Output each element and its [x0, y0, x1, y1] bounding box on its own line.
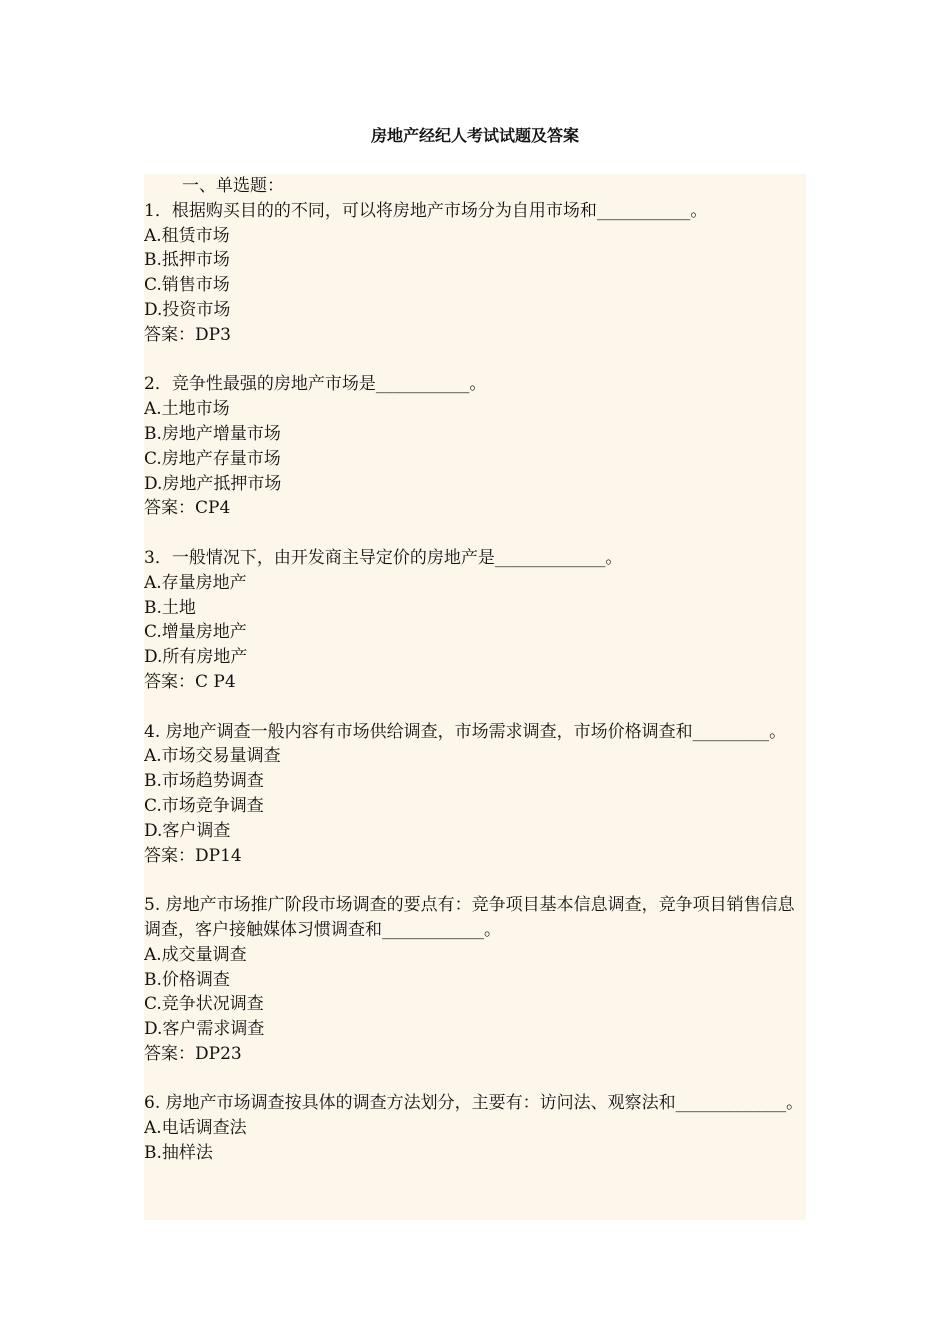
option-d: D.投资市场 [144, 299, 231, 320]
option-a: A.市场交易量调查 [144, 746, 281, 767]
question-stem: 1．根据购买目的的不同，可以将房地产市场分为自用市场和___________。 [144, 200, 708, 221]
option-a: A.电话调查法 [144, 1118, 247, 1139]
question-4 [144, 720, 806, 894]
answer: 答案：DP14 [144, 845, 242, 866]
question-stem: 6. 房地产市场调查按具体的调查方法划分，主要有：访问法、观察法和_____________。 [144, 1093, 804, 1114]
option-d: D.客户调查 [144, 820, 231, 841]
option-c: C.增量房地产 [144, 622, 247, 643]
option-b: B.房地产增量市场 [144, 423, 281, 444]
option-a: A.土地市场 [144, 399, 230, 420]
question-1 [144, 199, 806, 373]
option-d: D.客户需求调查 [144, 1019, 265, 1040]
question-stem: 5. 房地产市场推广阶段市场调查的要点有：竞争项目基本信息调查，竞争项目销售信息调查，客户接触媒体习惯调查和____________。 [144, 895, 795, 940]
question-stem: 4. 房地产调查一般内容有市场供给调查，市场需求调查，市场价格调查和_________。 [144, 721, 787, 742]
spacer [144, 348, 806, 373]
spacer [144, 695, 806, 720]
option-b: B.价格调查 [144, 969, 230, 990]
answer: 答案：C P4 [144, 671, 236, 692]
section-heading: 一、单选题： [182, 176, 284, 196]
question-2 [144, 372, 806, 546]
option-b: B.土地 [144, 597, 196, 618]
option-b: B.市场趋势调查 [144, 771, 264, 792]
spacer [144, 868, 806, 893]
option-d: D.所有房地产 [144, 647, 248, 668]
answer: 答案：CP4 [144, 498, 231, 519]
option-b: B.抵押市场 [144, 250, 230, 271]
option-c: C.竞争状况调查 [144, 994, 264, 1015]
option-a: A.存量房地产 [144, 572, 247, 593]
question-stem: 3．一般情况下，由开发商主导定价的房地产是_____________。 [144, 547, 623, 568]
option-c: C.房地产存量市场 [144, 448, 281, 469]
document-body [144, 174, 806, 1220]
answer: 答案：DP23 [144, 1043, 242, 1064]
option-c: C.销售市场 [144, 275, 230, 296]
option-a: A.成交量调查 [144, 944, 247, 965]
option-b: B.抽样法 [144, 1143, 213, 1164]
question-6 [144, 1091, 806, 1165]
spacer [144, 1067, 806, 1092]
option-d: D.房地产抵押市场 [144, 473, 282, 494]
answer: 答案：DP3 [144, 324, 231, 345]
question-3 [144, 546, 806, 720]
question-stem: 2．竞争性最强的房地产市场是___________。 [144, 374, 487, 395]
question-5 [144, 893, 806, 1091]
spacer [144, 521, 806, 546]
option-a: A.租赁市场 [144, 225, 230, 246]
document-title: 房地产经纪人考试试题及答案 [370, 126, 579, 145]
option-c: C.市场竞争调查 [144, 795, 264, 816]
